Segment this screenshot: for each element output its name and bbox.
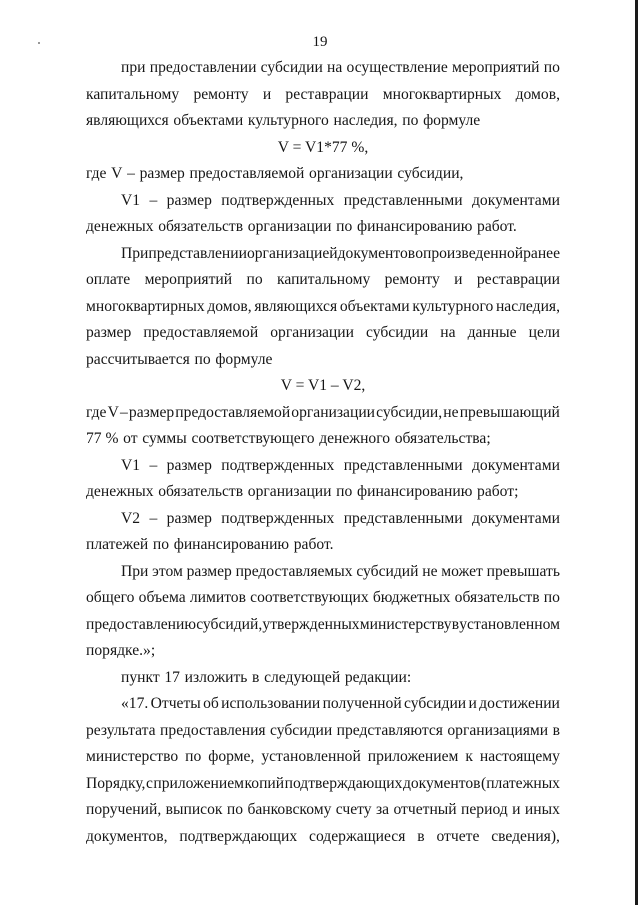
word: ремонту [384, 271, 440, 288]
word: результата [86, 721, 156, 739]
word: V1 [121, 456, 141, 474]
word: приложением [367, 748, 459, 765]
word: домов, [207, 297, 252, 315]
text-line [86, 55, 560, 82]
word: за [375, 801, 390, 818]
word: документами [471, 509, 560, 527]
word: размер [166, 191, 212, 209]
word: не [443, 403, 459, 421]
word: финансированию [173, 536, 290, 553]
text-line [86, 161, 560, 188]
word: предоставляемой [143, 324, 259, 341]
word: превышать [486, 562, 560, 580]
text-line [86, 479, 560, 506]
word: отчете [436, 827, 480, 845]
text-line [86, 559, 560, 586]
word: в [252, 668, 260, 686]
word: документов [402, 774, 481, 792]
word: при [121, 59, 146, 76]
text-line [86, 691, 560, 718]
text-line [86, 665, 560, 692]
word: наследия, [333, 112, 398, 129]
word: финансированию [357, 483, 473, 500]
word: по [246, 271, 263, 288]
word: по [402, 112, 419, 129]
word: работ. [293, 536, 334, 553]
word: денежных [86, 483, 154, 500]
word: не [422, 562, 438, 580]
text-line [86, 453, 560, 480]
word: формуле [215, 350, 273, 368]
word: счету [335, 801, 372, 818]
word: банковскому [247, 801, 332, 818]
word: документами [471, 191, 560, 209]
word: обязательств [454, 589, 540, 606]
text-line [86, 188, 560, 215]
word: денежных [86, 218, 154, 235]
word: капитальному [277, 271, 371, 288]
word: утвержденных [262, 615, 360, 633]
word: размер [128, 403, 175, 421]
word: субсидий, [196, 615, 263, 633]
text-line [86, 347, 560, 374]
word: работ; [477, 483, 519, 500]
word: осуществление [346, 59, 448, 76]
word: реставрации [285, 85, 369, 103]
word: представлении [148, 244, 247, 262]
text-line [86, 744, 560, 771]
word: от [123, 430, 138, 447]
word: реставрации [476, 271, 560, 288]
word: V2 [121, 509, 141, 527]
word: мероприятий [451, 59, 540, 76]
word: размер [166, 456, 212, 474]
word: пункт [121, 668, 160, 686]
word: в [451, 615, 460, 633]
word: многоквартирных [86, 297, 205, 315]
word: документами [471, 456, 560, 474]
word: – [149, 509, 158, 527]
word: форме, [208, 748, 255, 765]
word: и [512, 801, 521, 818]
word: использовании [221, 695, 321, 712]
word: 77 % [86, 430, 119, 447]
word: предоставлении [149, 59, 257, 76]
word: организации [247, 483, 332, 500]
page-number: 19 [312, 34, 328, 50]
text-line [86, 320, 560, 347]
word: предоставляемой [189, 165, 305, 182]
word: организации [309, 165, 393, 182]
word: домов, [515, 85, 560, 103]
word: рассчитывается [86, 350, 190, 368]
word: об [203, 695, 219, 712]
word: период [461, 801, 508, 818]
word: порядке.»; [86, 642, 156, 659]
word: в [552, 721, 560, 739]
word: установленном [459, 615, 560, 633]
word: объектами [173, 112, 244, 129]
document-body [86, 55, 560, 850]
word: следующей [264, 668, 341, 686]
word: на [440, 324, 456, 341]
word: с [145, 774, 153, 792]
word: субсидии, [397, 165, 464, 182]
word: организациями [447, 721, 549, 739]
word: размер [139, 165, 185, 182]
word: представляются [336, 721, 443, 739]
word: являющихся [86, 112, 169, 129]
word: организации [270, 324, 354, 341]
word: субсидии [404, 695, 467, 712]
word: бюджетных [372, 589, 451, 606]
text-line [86, 294, 560, 321]
word: министерству [359, 615, 452, 633]
word: капитальному [86, 85, 180, 103]
word: отчетный [393, 801, 457, 818]
word: При [121, 244, 149, 262]
text-line [86, 241, 560, 268]
text-line [86, 214, 560, 241]
word: представленными [343, 191, 463, 209]
word: V [107, 403, 119, 421]
word: – [149, 191, 158, 209]
text-line [86, 638, 560, 665]
word: подтвержденных [221, 456, 335, 474]
word: установленной [261, 748, 361, 765]
word: обязательства; [394, 430, 491, 447]
word: превышающий [459, 403, 560, 421]
word: субсидии [260, 59, 323, 76]
word: V1 [121, 191, 141, 209]
word: наследия, [495, 297, 560, 315]
word: предоставлению [86, 615, 197, 633]
word: При [121, 562, 149, 580]
word: подтверждающих [284, 774, 403, 792]
word: и [454, 271, 463, 288]
word: – [127, 165, 135, 182]
word: – [120, 403, 128, 421]
word: редакции: [344, 668, 412, 686]
word: работ. [477, 218, 517, 235]
word: субсидии, [376, 403, 443, 421]
scan-speck [38, 42, 40, 44]
word: Отчеты [150, 695, 201, 712]
scan-edge-line [635, 0, 638, 905]
word: платежей [86, 536, 149, 553]
word: на [327, 59, 343, 76]
word: Порядку, [86, 774, 146, 792]
word: лимитов [189, 589, 246, 606]
word: полученной [322, 695, 402, 712]
text-line [86, 373, 560, 400]
text-line [86, 82, 560, 109]
text-line [86, 718, 560, 745]
word: (платежных [481, 774, 560, 792]
text-line [86, 108, 560, 135]
word: организации [291, 403, 376, 421]
word: денежного [319, 430, 391, 447]
word: многоквартирных [382, 85, 502, 103]
text-line [86, 135, 560, 162]
text-line [86, 585, 560, 612]
word: подтвержденных [221, 509, 335, 527]
word: к [465, 748, 473, 765]
text-line [86, 400, 560, 427]
formula: V = V1*77 %, [277, 138, 369, 156]
word: цели [528, 324, 560, 341]
word: 17 [164, 668, 180, 686]
word: мероприятий [144, 271, 233, 288]
word: приложением [153, 774, 244, 792]
word: о [415, 244, 423, 262]
word: министерство [86, 748, 179, 765]
text-line [86, 771, 560, 798]
word: данные [467, 324, 517, 341]
word: изложить [184, 668, 248, 686]
word: объема [138, 589, 186, 606]
word: предоставления [160, 721, 266, 739]
word: культурного [247, 112, 329, 129]
word: по [543, 589, 560, 606]
word: настоящему [479, 748, 560, 765]
word: документов, [86, 827, 168, 845]
word: произведенной [422, 244, 524, 262]
word: ранее [523, 244, 561, 262]
word: документов [337, 244, 416, 262]
word: может [441, 562, 483, 580]
word: где [86, 165, 107, 182]
word: ремонту [193, 85, 249, 103]
word: культурного [412, 297, 494, 315]
word: по [543, 59, 560, 76]
word: субсидий [356, 562, 419, 580]
word: организации [247, 218, 332, 235]
word: «17. [121, 695, 149, 712]
word: иных [524, 801, 560, 818]
word: по [152, 536, 170, 553]
text-line [86, 426, 560, 453]
word: субсидии [270, 721, 333, 739]
formula: V = V1 – V2, [280, 377, 366, 394]
word: формуле [423, 112, 481, 129]
word: обязательств [158, 483, 244, 500]
word: размер [186, 562, 232, 580]
word: суммы [142, 430, 187, 447]
word: по [336, 218, 353, 235]
word: сведения), [491, 827, 560, 845]
word: поручений, [86, 801, 162, 818]
word: V [111, 165, 123, 182]
word: размер [86, 324, 132, 341]
word: по [226, 801, 244, 818]
word: по [185, 748, 202, 765]
word: объектами [339, 297, 410, 315]
text-line [86, 824, 560, 851]
word: по [194, 350, 211, 368]
word: этом [152, 562, 183, 580]
word: – [149, 456, 158, 474]
word: предоставляемых [235, 562, 353, 580]
text-line [86, 612, 560, 639]
word: общего [86, 589, 135, 606]
word: подтверждающих [179, 827, 298, 845]
word: обязательств [158, 218, 244, 235]
word: копий [244, 774, 285, 792]
word: субсидии [366, 324, 429, 341]
word: соответствующих [250, 589, 369, 606]
text-line [86, 267, 560, 294]
word: организацией [246, 244, 338, 262]
text-line [86, 532, 560, 559]
word: и [468, 695, 477, 712]
word: предоставляемой [175, 403, 291, 421]
word: соответствующего [191, 430, 315, 447]
word: представленными [343, 509, 463, 527]
word: достижении [479, 695, 560, 712]
word: являющихся [254, 297, 338, 315]
word: финансированию [357, 218, 473, 235]
word: содержащиеся [309, 827, 406, 845]
text-line [86, 797, 560, 824]
word: выписок [165, 801, 223, 818]
word: по [336, 483, 353, 500]
word: где [86, 403, 107, 421]
word: размер [166, 509, 212, 527]
word: и [262, 85, 272, 103]
text-line [86, 506, 560, 533]
word: оплате [86, 271, 131, 288]
word: представленными [343, 456, 463, 474]
word: подтвержденных [221, 191, 335, 209]
word: в [417, 827, 425, 845]
